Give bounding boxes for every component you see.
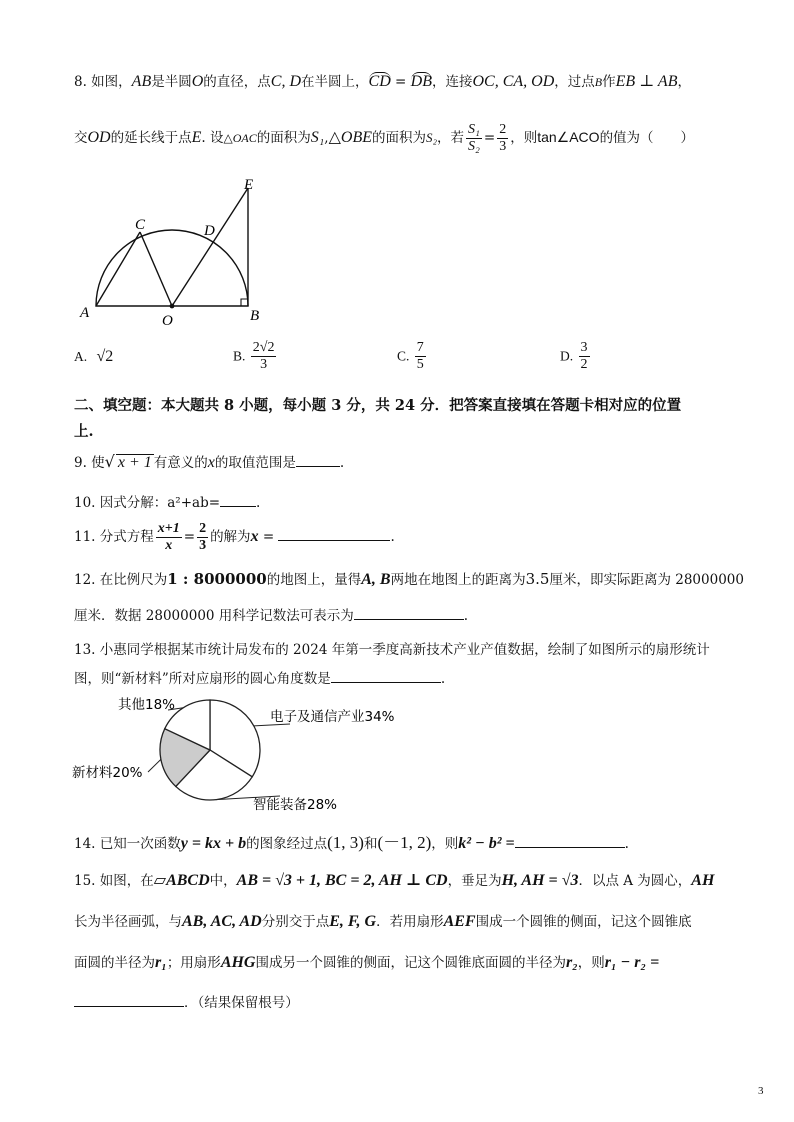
q8-e: E xyxy=(191,129,202,146)
q15-text: 围成一个圆锥的侧面，记这个圆锥底 xyxy=(475,914,692,930)
q8-text: 的直径，点 xyxy=(203,74,271,90)
q15-answer-blank[interactable] xyxy=(74,992,184,1007)
q14-text: ，则 xyxy=(431,836,459,852)
q9-answer-blank[interactable] xyxy=(296,452,340,467)
pie-label-electronics: 电子及通信产业34% xyxy=(270,709,395,725)
q15-text: ．若用扇形 xyxy=(376,914,444,930)
q15-r1: r₁ xyxy=(155,954,167,971)
frac-den: 5 xyxy=(416,357,424,372)
q13-text: . xyxy=(440,671,446,687)
q8-s1: S₁ xyxy=(310,129,325,146)
label-a: A xyxy=(80,305,90,321)
q8-text: ， xyxy=(677,74,691,90)
option-label: D. xyxy=(560,348,574,364)
frac-den: 3 xyxy=(260,357,268,372)
q15-conditions: H, AH = √3 xyxy=(501,872,579,889)
q15-sector-aef: AEF xyxy=(443,913,476,930)
q15-text: 面圆的半径为 xyxy=(74,955,155,971)
q8-text: 的值为（ ） xyxy=(599,130,695,146)
frac-num: 2 xyxy=(199,521,207,536)
q9-x: x xyxy=(207,454,215,471)
q10-answer-blank[interactable] xyxy=(220,492,256,507)
q15-text: ，垂足为 xyxy=(447,873,502,889)
q11-frac-lhs xyxy=(156,521,182,554)
q11-answer-blank[interactable] xyxy=(278,526,390,541)
q8-od: OD xyxy=(87,129,111,146)
frac-num: x+1 xyxy=(157,521,180,536)
q13-line1: 13. 小惠同学根据某市统计局发布的 2024 年第一季度高新技术产业产值数据，绘制了如图所示的扇形统计 xyxy=(74,642,710,658)
frac-den: 2 xyxy=(580,357,588,372)
q8-text: ，若 xyxy=(437,130,465,146)
option-label: B. xyxy=(233,348,246,364)
q12-line1 xyxy=(74,569,744,590)
q13-line2 xyxy=(74,668,445,689)
q15-line3 xyxy=(74,953,659,973)
q12-answer-blank[interactable] xyxy=(354,605,464,620)
q8-b: B xyxy=(594,75,603,89)
q15-line1 xyxy=(74,871,714,891)
pie-label-smart-equipment: 智能装备28% xyxy=(253,797,338,813)
q8-triangle-oac: △OAC xyxy=(223,131,257,145)
q11-frac-rhs xyxy=(197,521,208,554)
q14 xyxy=(74,830,629,857)
sqrt-sign: √ xyxy=(104,452,115,471)
q11-text: . xyxy=(390,529,395,545)
label-b: B xyxy=(250,308,260,324)
q8-number: 8. 如图， xyxy=(74,74,132,90)
q8-text: ，连接 xyxy=(431,74,473,90)
q8-ab: AB xyxy=(131,73,152,90)
q12-ab: A, B xyxy=(361,571,391,588)
q8-text: ，过点 xyxy=(554,74,595,90)
q8-line2 xyxy=(74,120,694,155)
label-e: E xyxy=(244,177,254,193)
q9-text: 9. 使 xyxy=(74,455,105,471)
q8-text: ，则 xyxy=(510,130,538,146)
q14-text: . xyxy=(624,836,629,852)
q8-text: 的面积为 xyxy=(256,130,311,146)
pie-leader-new-materials xyxy=(148,759,161,772)
q15-line2 xyxy=(74,912,692,932)
q14-point2: (－1, 2) xyxy=(377,833,432,852)
q15-text: ，则 xyxy=(577,955,605,971)
q12-distance: 3.5 xyxy=(525,570,550,588)
q8-text: 的延长线于点 xyxy=(110,130,192,146)
q15-sector-ahg: AHG xyxy=(220,954,256,971)
q14-text: 14. 已知一次函数 xyxy=(74,836,181,852)
q14-text: 和 xyxy=(363,836,378,852)
q8-text: 是半圆 xyxy=(151,74,192,90)
q15-difference: r₁ − r₂ = xyxy=(604,954,660,971)
q11-text: 11. 分式方程 xyxy=(74,529,154,545)
q10-text: . xyxy=(256,495,261,511)
q8-text: 作 xyxy=(602,74,616,90)
q11 xyxy=(74,520,395,554)
q8-text: , xyxy=(324,130,329,146)
q8-frac-ratio-num: 2 xyxy=(499,122,507,137)
q14-text: 的图象经过点 xyxy=(246,836,328,852)
q8-s2: S₂ xyxy=(425,130,438,145)
q12-text: . xyxy=(463,608,469,624)
q12-text: 12. 在比例尺为 xyxy=(74,572,168,588)
q9 xyxy=(74,452,344,473)
q14-equation: y = kx + b xyxy=(180,835,247,852)
section2-heading-line2: 上. xyxy=(74,423,94,440)
q12-text: 两地在地图上的距离为 xyxy=(390,572,526,588)
q8-eq: = xyxy=(390,74,411,90)
center-dot xyxy=(170,304,175,309)
q15-text: 15. 如图，在 xyxy=(74,873,154,889)
q11-x: x xyxy=(250,528,259,545)
q8-eb-perp: EB ⊥ AB xyxy=(615,73,678,90)
q8-option-a xyxy=(74,348,113,366)
segment-ac xyxy=(96,232,140,306)
label-o: O xyxy=(162,313,173,329)
page-number: 3 xyxy=(758,1085,764,1097)
q15-r2: r₂ xyxy=(565,954,578,971)
q8-text: 的面积为 xyxy=(371,130,426,146)
q8-option-d xyxy=(560,340,592,373)
q15-text: 中， xyxy=(209,873,237,889)
q11-text: 的解为 xyxy=(210,529,251,545)
q8-frac-ratio-den: 3 xyxy=(499,139,507,154)
option-frac xyxy=(251,340,277,373)
q9-text: . xyxy=(339,455,345,471)
q8-triangle-obe: △OBE xyxy=(328,129,372,146)
frac-num: 3 xyxy=(580,340,588,355)
q13-pie-chart xyxy=(70,692,420,822)
q8-text: 在半圆上， xyxy=(301,74,369,90)
pie-slices xyxy=(160,700,260,800)
q8-tan: tan∠ACO xyxy=(537,129,600,145)
q14-expression: k² − b² = xyxy=(458,835,515,852)
frac-den: x xyxy=(165,538,173,553)
q9-text: 有意义的 xyxy=(153,455,208,471)
q9-text: 的取值范围是 xyxy=(214,455,296,471)
q15-text: ．（结果保留根号） xyxy=(184,995,299,1011)
q8-option-c xyxy=(397,340,428,373)
q8-arc-cd: CD xyxy=(368,73,391,90)
section2-heading-line1: 二、填空题：本大题共 8 小题，每小题 3 分，共 24 分．把答案直接填在答题卡相对应的位置 xyxy=(74,397,682,414)
q13-text: 图，则“新材料”所对应扇形的圆心角度数是 xyxy=(74,671,331,687)
pie-label-new-materials: 新材料20% xyxy=(72,765,143,781)
option-frac xyxy=(415,340,426,373)
q8-line1 xyxy=(74,72,691,92)
segment-co xyxy=(140,232,172,306)
q9-radicand: x + 1 xyxy=(117,454,152,471)
label-d: D xyxy=(204,223,215,239)
q15-text: 围成另一个圆锥的侧面，记这个圆锥底面圆的半径为 xyxy=(255,955,566,971)
q8-frac-s-num: S₁ xyxy=(468,122,480,137)
q12-text: 厘米．数据 28000000 用科学记数法可表示为 xyxy=(74,608,354,624)
frac-den: 3 xyxy=(199,538,207,553)
q15-text: ．以点 A 为圆心， xyxy=(578,873,692,889)
q15-conditions: AB = √3 + 1, BC = 2, AH ⊥ CD xyxy=(236,872,448,889)
q15-parallelogram: ▱ABCD xyxy=(153,872,210,889)
q8-semicircle-figure xyxy=(78,175,278,330)
q8-frac-ratio xyxy=(497,122,508,155)
q13-answer-blank[interactable] xyxy=(331,668,441,683)
option-label: C. xyxy=(397,348,410,364)
q8-text: 交 xyxy=(74,130,88,146)
q10 xyxy=(74,492,260,513)
label-c: C xyxy=(135,217,146,233)
q8-segments: OC, CA, OD xyxy=(472,73,555,90)
q15-text: ；用扇形 xyxy=(166,955,221,971)
q15-line4 xyxy=(74,992,299,1013)
frac-num: 7 xyxy=(416,340,424,355)
pie-label-other: 其他18% xyxy=(118,697,176,713)
q8-frac-s xyxy=(466,122,482,155)
q8-option-b xyxy=(233,340,278,373)
segment-oe xyxy=(172,188,248,306)
q14-answer-blank[interactable] xyxy=(515,833,625,848)
q12-scale: 1 : 8000000 xyxy=(167,570,267,588)
q11-eq: = xyxy=(183,529,196,545)
q15-text: 分别交于点 xyxy=(261,914,330,930)
q12-line2 xyxy=(74,605,468,626)
q15-segments: AB, AC, AD xyxy=(182,913,262,930)
option-frac xyxy=(579,340,590,373)
q14-point1: (1, 3) xyxy=(327,833,364,852)
q12-text: 厘米，即实际距离为 28000000 xyxy=(549,572,744,588)
q8-cd: C, D xyxy=(270,73,302,90)
q12-text: 的地图上，量得 xyxy=(266,572,362,588)
q8-arc-db: DB xyxy=(410,73,432,90)
option-label: A. xyxy=(74,349,88,364)
q8-eq: = xyxy=(483,130,496,146)
q15-points: E, F, G xyxy=(329,913,377,930)
q15-ah: AH xyxy=(691,872,715,889)
frac-num: 2√2 xyxy=(252,340,275,355)
q15-text: 长为半径画弧，与 xyxy=(74,914,182,930)
option-value: √2 xyxy=(96,348,114,365)
q8-frac-s-den: S₂ xyxy=(468,139,480,154)
q11-eq: = xyxy=(258,529,279,545)
q10-text: 10. 因式分解：a²+ab= xyxy=(74,495,221,511)
right-angle-mark xyxy=(241,299,248,306)
q8-text: . 设 xyxy=(201,130,224,146)
q8-o: O xyxy=(191,73,204,90)
